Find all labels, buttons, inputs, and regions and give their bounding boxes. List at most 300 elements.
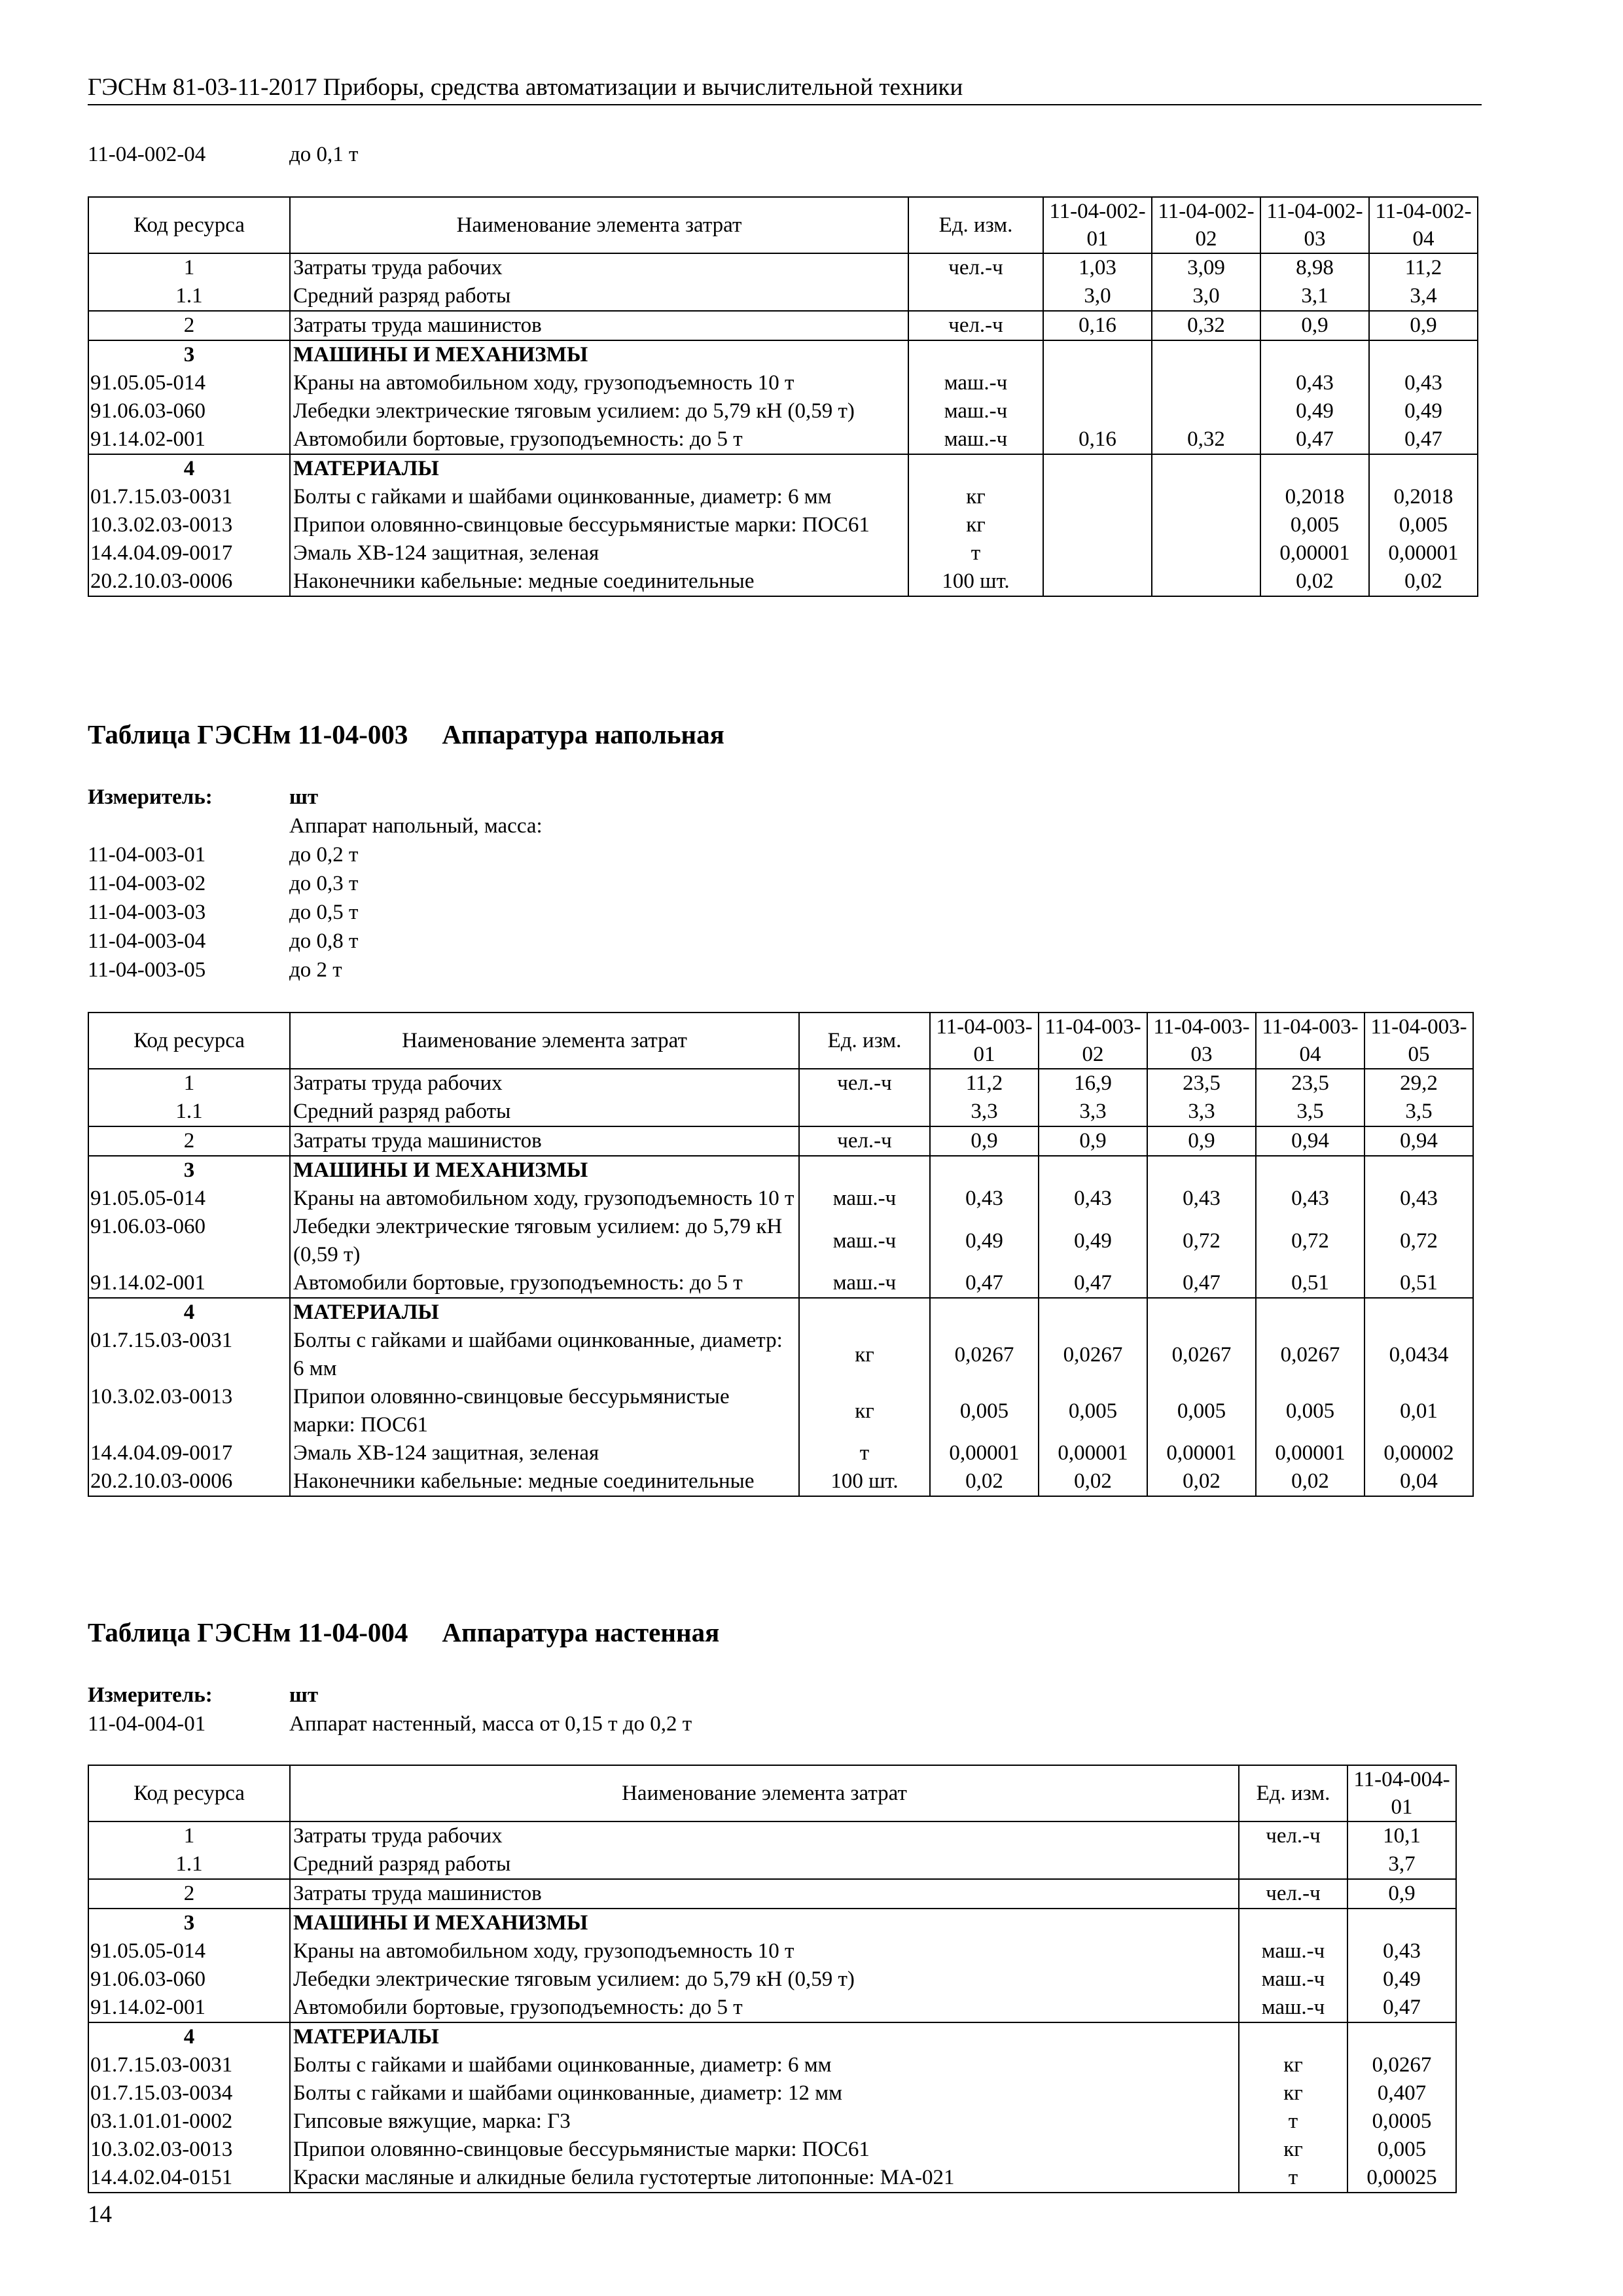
resource-code: 14.4.02.04-0151	[88, 2164, 290, 2193]
unit: кг	[1239, 2051, 1347, 2079]
table-row	[88, 1439, 1473, 1467]
cost-element-name: Наконечники кабельные: медные соединительные	[290, 1467, 799, 1496]
norm-value	[1152, 539, 1260, 567]
norm-value: 0,49	[1260, 397, 1369, 425]
header-norm-code: 11-04-002-04	[1369, 197, 1478, 253]
table-row	[88, 454, 1478, 483]
table-row	[88, 311, 1478, 340]
unit: чел.-ч	[908, 311, 1043, 340]
table-row	[88, 1156, 1473, 1185]
cost-element-name: Болты с гайками и шайбами оцинкованные, диаметр: 6 мм	[290, 2051, 1239, 2079]
table-row	[88, 2051, 1456, 2079]
norm-value: 0,49	[1039, 1213, 1147, 1269]
top-line-code: 11-04-002-04	[88, 143, 206, 166]
resource-code: 01.7.15.03-0031	[88, 1327, 290, 1383]
measure-item-code: 11-04-003-02	[88, 872, 206, 895]
section-name: Аппаратура настенная	[442, 1617, 720, 1647]
measure-unit: шт	[289, 1683, 319, 1707]
norm-value: 8,98	[1260, 253, 1369, 282]
norm-value: 0,00001	[1256, 1439, 1364, 1467]
table-row	[88, 1994, 1456, 2022]
cost-element-name: Затраты труда машинистов	[290, 311, 908, 340]
measure-item-code: 11-04-004-01	[88, 1712, 206, 1736]
resource-code: 3	[88, 1156, 290, 1185]
norm-value	[1043, 340, 1152, 369]
header-unit: Ед. изм.	[1239, 1765, 1347, 1821]
norm-value: 0,43	[1347, 1937, 1456, 1965]
resource-code: 4	[88, 2022, 290, 2051]
norm-value: 0,01	[1364, 1383, 1473, 1439]
unit: т	[1239, 2108, 1347, 2136]
resource-code: 14.4.04.09-0017	[88, 1439, 290, 1467]
section-name: Аппаратура напольная	[442, 719, 724, 749]
table-row	[88, 1850, 1456, 1879]
table-row	[88, 2079, 1456, 2108]
measure-item	[88, 869, 543, 898]
norm-value: 0,0005	[1347, 2108, 1456, 2136]
cost-element-name: Лебедки электрические тяговым усилием: до 5,79 кН (0,59 т)	[290, 1213, 799, 1269]
norm-value	[1364, 1156, 1473, 1185]
norm-value: 3,3	[930, 1098, 1039, 1126]
unit	[799, 1298, 930, 1327]
page-number: 14	[88, 2201, 112, 2228]
cost-element-name: Наконечники кабельные: медные соединительные	[290, 567, 908, 596]
norm-value: 0,00001	[1260, 539, 1369, 567]
norm-value: 0,02	[1369, 567, 1478, 596]
header-norm-code: 11-04-002-02	[1152, 197, 1260, 253]
page-header: ГЭСНм 81-03-11-2017 Приборы, средства автоматизации и вычислительной техники	[88, 73, 1482, 105]
norm-value: 0,47	[1347, 1994, 1456, 2022]
unit: кг	[1239, 2079, 1347, 2108]
norm-value: 0,00002	[1364, 1439, 1473, 1467]
measure-item-text: до 0,3 т	[289, 872, 359, 895]
table-row	[88, 1965, 1456, 1994]
norm-value	[1369, 454, 1478, 483]
table-row	[88, 397, 1478, 425]
norm-value: 0,47	[1039, 1269, 1147, 1298]
norm-value	[1364, 1298, 1473, 1327]
norm-value: 0,43	[1260, 369, 1369, 397]
norm-value: 10,1	[1347, 1821, 1456, 1850]
cost-element-name: Эмаль ХВ-124 защитная, зеленая	[290, 539, 908, 567]
measure-item	[88, 1710, 692, 1738]
header-norm-code: 11-04-002-01	[1043, 197, 1152, 253]
table-row	[88, 2136, 1456, 2164]
norm-value: 0,72	[1147, 1213, 1256, 1269]
norm-value: 3,4	[1369, 282, 1478, 311]
norm-value: 0,2018	[1260, 483, 1369, 511]
resource-code: 3	[88, 1909, 290, 1937]
unit	[908, 454, 1043, 483]
cost-element-name: Припои оловянно-свинцовые бессурьмянистые марки: ПОС61	[290, 511, 908, 539]
norm-value	[1039, 1298, 1147, 1327]
unit: т	[799, 1439, 930, 1467]
measure-item-code: 11-04-003-04	[88, 929, 206, 953]
norm-value: 0,9	[1039, 1126, 1147, 1156]
norm-value: 0,02	[930, 1467, 1039, 1496]
norm-value: 0,49	[1347, 1965, 1456, 1994]
resource-code: 20.2.10.03-0006	[88, 1467, 290, 1496]
norm-value: 0,005	[1147, 1383, 1256, 1439]
cost-element-name: Краски масляные и алкидные белила густотертые литопонные: МА-021	[290, 2164, 1239, 2193]
norm-value: 0,005	[1256, 1383, 1364, 1439]
norm-value	[1152, 483, 1260, 511]
unit: маш.-ч	[908, 425, 1043, 454]
unit: 100 шт.	[908, 567, 1043, 596]
norm-value: 3,3	[1039, 1098, 1147, 1126]
norm-value	[1043, 454, 1152, 483]
cost-element-name: Лебедки электрические тяговым усилием: до 5,79 кН (0,59 т)	[290, 1965, 1239, 1994]
table-row	[88, 1909, 1456, 1937]
unit: т	[908, 539, 1043, 567]
norm-value: 3,3	[1147, 1098, 1256, 1126]
norm-value	[1152, 567, 1260, 596]
norm-value: 0,00001	[1147, 1439, 1256, 1467]
cost-element-name: МАШИНЫ И МЕХАНИЗМЫ	[290, 340, 908, 369]
unit: чел.-ч	[799, 1126, 930, 1156]
unit	[1239, 1909, 1347, 1937]
resource-code: 4	[88, 1298, 290, 1327]
unit	[1239, 1850, 1347, 1879]
cost-element-name: Эмаль ХВ-124 защитная, зеленая	[290, 1439, 799, 1467]
header-cost-name: Наименование элемента затрат	[290, 1765, 1239, 1821]
norm-value: 0,47	[930, 1269, 1039, 1298]
table-row	[88, 369, 1478, 397]
norm-value: 0,0267	[1347, 2051, 1456, 2079]
table-row	[88, 2108, 1456, 2136]
top-line-text: до 0,1 т	[289, 143, 359, 166]
norm-value: 3,1	[1260, 282, 1369, 311]
header-cost-name: Наименование элемента затрат	[290, 1013, 799, 1069]
norm-value	[1043, 483, 1152, 511]
measure-item-text: до 0,5 т	[289, 901, 359, 924]
norm-value: 0,72	[1364, 1213, 1473, 1269]
norm-value: 23,5	[1256, 1069, 1364, 1098]
unit: маш.-ч	[1239, 1965, 1347, 1994]
measure-item-text: до 2 т	[289, 958, 342, 982]
resource-code: 01.7.15.03-0031	[88, 483, 290, 511]
norm-value	[1256, 1156, 1364, 1185]
header-unit: Ед. изм.	[799, 1013, 930, 1069]
cost-element-name: Болты с гайками и шайбами оцинкованные, диаметр: 6 мм	[290, 1327, 799, 1383]
table-row	[88, 1126, 1473, 1156]
measure-block-11-04-004	[88, 1681, 692, 1738]
table-row	[88, 1213, 1473, 1269]
header-resource-code: Код ресурса	[88, 197, 290, 253]
norm-value: 0,43	[1256, 1185, 1364, 1213]
resource-code: 01.7.15.03-0034	[88, 2079, 290, 2108]
table-header-row	[88, 1013, 1473, 1069]
table-row	[88, 1879, 1456, 1909]
header-cost-name: Наименование элемента затрат	[290, 197, 908, 253]
table-header-row	[88, 197, 1478, 253]
unit: 100 шт.	[799, 1467, 930, 1496]
cost-element-name: Затраты труда рабочих	[290, 1821, 1239, 1850]
resource-code: 91.14.02-001	[88, 425, 290, 454]
table-row	[88, 1937, 1456, 1965]
table-row	[88, 282, 1478, 311]
table-row	[88, 340, 1478, 369]
norm-value	[1043, 539, 1152, 567]
norm-value: 0,0434	[1364, 1327, 1473, 1383]
norm-value: 0,00001	[1369, 539, 1478, 567]
norm-value: 0,49	[930, 1213, 1039, 1269]
header-unit: Ед. изм.	[908, 197, 1043, 253]
cost-element-name: Средний разряд работы	[290, 1098, 799, 1126]
table-row	[88, 1298, 1473, 1327]
table-row	[88, 253, 1478, 282]
unit	[799, 1098, 930, 1126]
resource-code: 10.3.02.03-0013	[88, 2136, 290, 2164]
norm-value: 0,005	[1369, 511, 1478, 539]
norm-value: 0,94	[1364, 1126, 1473, 1156]
norm-value: 0,00001	[930, 1439, 1039, 1467]
norm-value: 0,43	[1364, 1185, 1473, 1213]
resource-code: 01.7.15.03-0031	[88, 2051, 290, 2079]
norm-value	[1256, 1298, 1364, 1327]
measure-item-code: 11-04-003-01	[88, 843, 206, 867]
norm-value: 3,7	[1347, 1850, 1456, 1879]
resource-table-11-04-002	[88, 196, 1478, 597]
cost-element-name: Лебедки электрические тяговым усилием: до 5,79 кН (0,59 т)	[290, 397, 908, 425]
norm-value	[1152, 340, 1260, 369]
cost-element-name: Средний разряд работы	[290, 282, 908, 311]
measure-item-text: до 0,2 т	[289, 843, 359, 867]
resource-code: 14.4.04.09-0017	[88, 539, 290, 567]
header-resource-code: Код ресурса	[88, 1013, 290, 1069]
norm-value: 3,09	[1152, 253, 1260, 282]
unit: чел.-ч	[799, 1069, 930, 1098]
norm-value: 0,51	[1364, 1269, 1473, 1298]
cost-element-name: Затраты труда машинистов	[290, 1126, 799, 1156]
cost-element-name: Гипсовые вяжущие, марка: Г3	[290, 2108, 1239, 2136]
table-row	[88, 511, 1478, 539]
measure-item	[88, 956, 543, 984]
table-row	[88, 539, 1478, 567]
resource-code: 1.1	[88, 1850, 290, 1879]
resource-code: 2	[88, 311, 290, 340]
unit: маш.-ч	[908, 397, 1043, 425]
table-row	[88, 1269, 1473, 1298]
resource-code: 91.05.05-014	[88, 369, 290, 397]
norm-value: 0,02	[1039, 1467, 1147, 1496]
norm-value: 0,49	[1369, 397, 1478, 425]
cost-element-name: Затраты труда машинистов	[290, 1879, 1239, 1909]
norm-value: 0,0267	[1256, 1327, 1364, 1383]
cost-element-name: Краны на автомобильном ходу, грузоподъемность 10 т	[290, 1185, 799, 1213]
norm-value	[1147, 1156, 1256, 1185]
resource-code: 10.3.02.03-0013	[88, 511, 290, 539]
norm-value	[1152, 397, 1260, 425]
cost-element-name: Затраты труда рабочих	[290, 1069, 799, 1098]
resource-code: 1	[88, 1069, 290, 1098]
resource-code: 91.06.03-060	[88, 397, 290, 425]
table-row	[88, 1098, 1473, 1126]
resource-code: 2	[88, 1126, 290, 1156]
norm-value: 0,9	[1347, 1879, 1456, 1909]
resource-code: 4	[88, 454, 290, 483]
norm-value: 0,16	[1043, 425, 1152, 454]
unit: маш.-ч	[1239, 1994, 1347, 2022]
norm-value: 0,005	[1260, 511, 1369, 539]
norm-value: 0,51	[1256, 1269, 1364, 1298]
unit	[799, 1156, 930, 1185]
norm-value: 0,43	[1369, 369, 1478, 397]
norm-value: 0,43	[930, 1185, 1039, 1213]
norm-value: 3,0	[1043, 282, 1152, 311]
norm-value: 0,005	[1039, 1383, 1147, 1439]
norm-value	[1152, 369, 1260, 397]
table-row	[88, 483, 1478, 511]
unit	[908, 340, 1043, 369]
norm-value	[1043, 511, 1152, 539]
norm-value: 0,407	[1347, 2079, 1456, 2108]
cost-element-name: Припои оловянно-свинцовые бессурьмянистые марки: ПОС61	[290, 1383, 799, 1439]
cost-element-name: Краны на автомобильном ходу, грузоподъемность 10 т	[290, 369, 908, 397]
unit: маш.-ч	[799, 1213, 930, 1269]
unit: кг	[799, 1327, 930, 1383]
norm-value: 3,5	[1256, 1098, 1364, 1126]
norm-value: 3,0	[1152, 282, 1260, 311]
section-code: Таблица ГЭСНм 11-04-003	[88, 719, 408, 749]
table-row	[88, 1383, 1473, 1439]
norm-value: 23,5	[1147, 1069, 1256, 1098]
resource-code: 91.14.02-001	[88, 1994, 290, 2022]
cost-element-name: Краны на автомобильном ходу, грузоподъемность 10 т	[290, 1937, 1239, 1965]
measure-unit: шт	[289, 785, 319, 809]
norm-value: 0,9	[930, 1126, 1039, 1156]
measure-item	[88, 840, 543, 869]
table-row	[88, 2164, 1456, 2193]
cost-element-name: Автомобили бортовые, грузоподъемность: до 5 т	[290, 1269, 799, 1298]
norm-value: 0,02	[1147, 1467, 1256, 1496]
top-line	[88, 143, 358, 167]
norm-value: 0,16	[1043, 311, 1152, 340]
unit: чел.-ч	[1239, 1821, 1347, 1850]
measure-label: Измеритель:	[88, 785, 213, 809]
norm-value: 0,47	[1369, 425, 1478, 454]
resource-code: 3	[88, 340, 290, 369]
unit: маш.-ч	[1239, 1937, 1347, 1965]
unit: чел.-ч	[908, 253, 1043, 282]
norm-value: 16,9	[1039, 1069, 1147, 1098]
measure-item-text: Аппарат настенный, масса от 0,15 т до 0,2 т	[289, 1712, 692, 1736]
unit: кг	[799, 1383, 930, 1439]
norm-value	[930, 1298, 1039, 1327]
resource-code: 91.05.05-014	[88, 1185, 290, 1213]
resource-code: 1	[88, 253, 290, 282]
norm-value	[1043, 397, 1152, 425]
resource-code: 91.14.02-001	[88, 1269, 290, 1298]
norm-value: 0,0267	[930, 1327, 1039, 1383]
norm-value	[1260, 340, 1369, 369]
norm-value	[1147, 1298, 1256, 1327]
norm-value: 1,03	[1043, 253, 1152, 282]
norm-value: 0,72	[1256, 1213, 1364, 1269]
resource-code: 91.06.03-060	[88, 1965, 290, 1994]
measure-label: Измеритель:	[88, 1683, 213, 1707]
norm-value	[1043, 369, 1152, 397]
cost-element-name: МАШИНЫ И МЕХАНИЗМЫ	[290, 1156, 799, 1185]
resource-code: 91.05.05-014	[88, 1937, 290, 1965]
header-norm-code: 11-04-004-01	[1347, 1765, 1456, 1821]
unit: маш.-ч	[799, 1185, 930, 1213]
table-row	[88, 1069, 1473, 1098]
norm-value	[1152, 511, 1260, 539]
table-row	[88, 1821, 1456, 1850]
unit: кг	[1239, 2136, 1347, 2164]
unit: маш.-ч	[908, 369, 1043, 397]
header-norm-code: 11-04-003-03	[1147, 1013, 1256, 1069]
measure-item	[88, 927, 543, 956]
norm-value: 0,9	[1369, 311, 1478, 340]
norm-value	[1152, 454, 1260, 483]
measure-item-code: 11-04-003-05	[88, 958, 206, 982]
norm-value: 0,94	[1256, 1126, 1364, 1156]
resource-table-11-04-003	[88, 1012, 1474, 1497]
resource-code: 2	[88, 1879, 290, 1909]
norm-value: 0,47	[1260, 425, 1369, 454]
measure-item-code: 11-04-003-03	[88, 901, 206, 924]
section-title-11-04-003	[88, 719, 724, 750]
norm-value: 0,9	[1260, 311, 1369, 340]
cost-element-name: МАТЕРИАЛЫ	[290, 454, 908, 483]
norm-value: 11,2	[930, 1069, 1039, 1098]
header-resource-code: Код ресурса	[88, 1765, 290, 1821]
cost-element-name: Болты с гайками и шайбами оцинкованные, диаметр: 6 мм	[290, 483, 908, 511]
norm-value	[1043, 567, 1152, 596]
norm-value	[1260, 454, 1369, 483]
table-header-row	[88, 1765, 1456, 1821]
cost-element-name: МАТЕРИАЛЫ	[290, 1298, 799, 1327]
measure-item-text: до 0,8 т	[289, 929, 359, 953]
norm-value	[930, 1156, 1039, 1185]
header-norm-code: 11-04-003-05	[1364, 1013, 1473, 1069]
norm-value: 0,02	[1256, 1467, 1364, 1496]
norm-value: 0,0267	[1147, 1327, 1256, 1383]
table-row	[88, 2022, 1456, 2051]
table-row	[88, 1467, 1473, 1496]
norm-value: 0,00025	[1347, 2164, 1456, 2193]
norm-value: 0,32	[1152, 425, 1260, 454]
norm-value	[1347, 1909, 1456, 1937]
norm-value: 0,00001	[1039, 1439, 1147, 1467]
norm-value: 0,2018	[1369, 483, 1478, 511]
norm-value: 0,9	[1147, 1126, 1256, 1156]
norm-value	[1369, 340, 1478, 369]
cost-element-name: Болты с гайками и шайбами оцинкованные, диаметр: 12 мм	[290, 2079, 1239, 2108]
norm-value: 0,005	[1347, 2136, 1456, 2164]
unit: чел.-ч	[1239, 1879, 1347, 1909]
norm-value: 0,43	[1039, 1185, 1147, 1213]
table-row	[88, 1185, 1473, 1213]
header-norm-code: 11-04-003-04	[1256, 1013, 1364, 1069]
norm-value: 0,32	[1152, 311, 1260, 340]
norm-value: 29,2	[1364, 1069, 1473, 1098]
cost-element-name: Средний разряд работы	[290, 1850, 1239, 1879]
resource-code: 1.1	[88, 1098, 290, 1126]
unit: кг	[908, 483, 1043, 511]
header-norm-code: 11-04-003-01	[930, 1013, 1039, 1069]
unit	[1239, 2022, 1347, 2051]
cost-element-name: Автомобили бортовые, грузоподъемность: до 5 т	[290, 425, 908, 454]
norm-value: 0,04	[1364, 1467, 1473, 1496]
measure-item	[88, 898, 543, 927]
norm-value: 0,47	[1147, 1269, 1256, 1298]
norm-value: 3,5	[1364, 1098, 1473, 1126]
cost-element-name: МАШИНЫ И МЕХАНИЗМЫ	[290, 1909, 1239, 1937]
norm-value: 0,005	[930, 1383, 1039, 1439]
